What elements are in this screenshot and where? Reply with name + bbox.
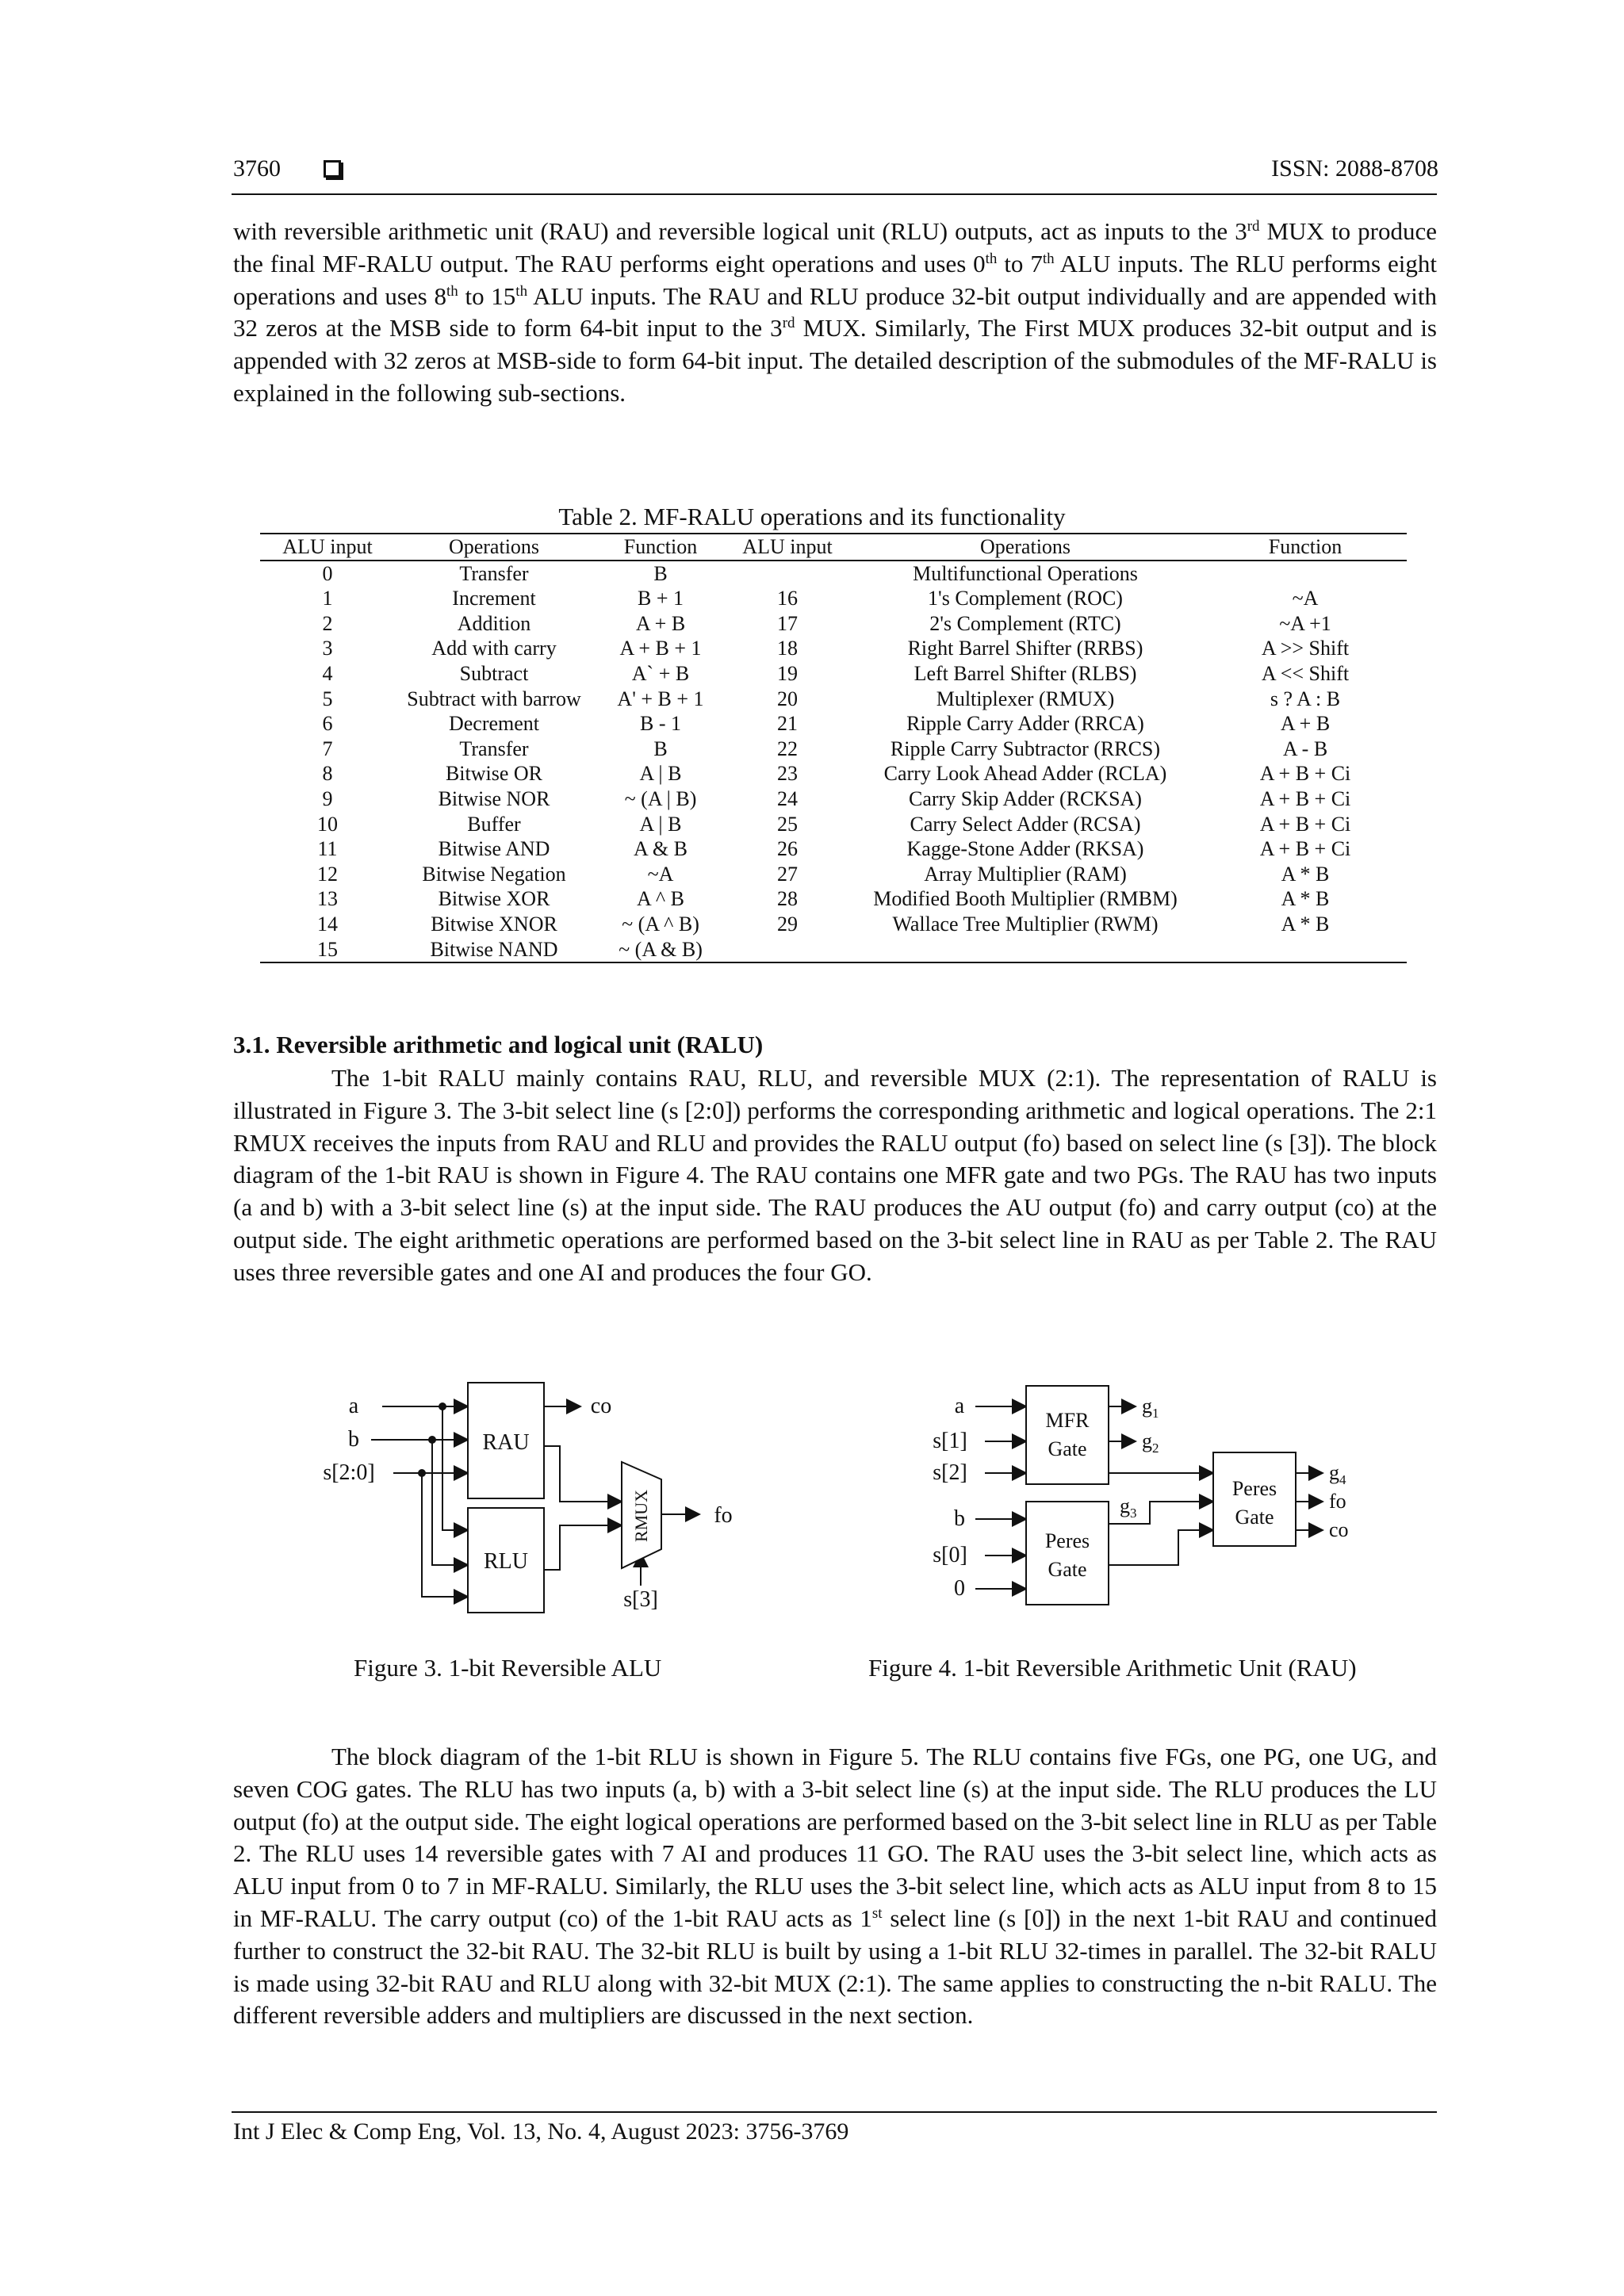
fig4-mfr-gate-label: Gate bbox=[1048, 1437, 1087, 1460]
table-cell: 6 bbox=[322, 712, 333, 736]
figure-4-diagram bbox=[912, 1375, 1467, 1621]
table-cell: Bitwise AND bbox=[438, 837, 550, 861]
table-cell: A ^ B bbox=[637, 887, 684, 911]
fig3-input-a-label: a bbox=[348, 1394, 359, 1418]
table-cell: 14 bbox=[317, 912, 338, 936]
table-header-cell: Operations bbox=[979, 535, 1071, 558]
table-cell: 13 bbox=[317, 887, 338, 911]
table-cell: 15 bbox=[317, 937, 338, 961]
header-rule bbox=[232, 193, 1437, 195]
fig3-rlu-label: RLU bbox=[484, 1549, 528, 1574]
figure-4-caption: Figure 4. 1-bit Reversible Arithmetic Unit (RAU) bbox=[868, 1654, 1357, 1682]
table-cell: Wallace Tree Multiplier (RWM) bbox=[892, 912, 1159, 936]
table-cell: 17 bbox=[777, 611, 798, 635]
table-cell: 16 bbox=[777, 587, 798, 610]
table-cell: Modified Booth Multiplier (RMBM) bbox=[873, 887, 1178, 911]
table-cell: ~A bbox=[1292, 587, 1319, 610]
table-cell: A | B bbox=[639, 762, 682, 786]
table-cell: ~A +1 bbox=[1279, 611, 1331, 635]
table-header-cell: ALU input bbox=[282, 535, 373, 558]
table-cell: s ? A : B bbox=[1270, 687, 1341, 710]
table-cell: 5 bbox=[322, 687, 333, 710]
table-cell: Increment bbox=[452, 587, 536, 610]
table-cell: 19 bbox=[777, 661, 798, 685]
table-cell: ~A bbox=[647, 862, 674, 886]
table-cell: 26 bbox=[777, 837, 798, 861]
section-paragraph: The 1-bit RALU mainly contains RAU, RLU, and reversible MUX (2:1). The representation of RALU is illustrated in Figure 3. The 3-bit select line (s [2:0]) performs the corresponding arithmetic and logical operations. The 2:1 RMUX receives the inputs from RAU and RLU and provides the RALU output (fo) based on select line (s [3]). The block diagram of the 1-bit RAU is shown in Figure 4. The RAU contains one MFR gate and two PGs. The RAU has two inputs (a and b) with a 3-bit select line (s) at the input side. The RAU produces the AU output (fo) and carry output (co) at the output side. The eight arithmetic operations are performed based on the 3-bit select line in RAU as per Table 2. The RAU uses three reversible gates and one AI and produces the four GO. bbox=[233, 1064, 1437, 1286]
table-cell: Decrement bbox=[448, 712, 540, 736]
table-cell: A & B bbox=[634, 837, 688, 861]
table-cell: A - B bbox=[1282, 737, 1328, 760]
table-cell: 25 bbox=[777, 812, 798, 836]
journal-issn: ISSN: 2088-8708 bbox=[1271, 155, 1438, 182]
footer-citation: Int J Elec & Comp Eng, Vol. 13, No. 4, August 2023: 3756-3769 bbox=[233, 2118, 849, 2145]
table-cell: 20 bbox=[777, 687, 798, 710]
table-cell: 24 bbox=[777, 786, 798, 810]
table-cell: 1 bbox=[322, 587, 333, 610]
fig3-co-label: co bbox=[590, 1394, 612, 1418]
table-cell: Bitwise OR bbox=[445, 762, 543, 786]
table-cell bbox=[728, 561, 847, 587]
table-cell: 12 bbox=[317, 862, 338, 886]
table-cell: Bitwise XOR bbox=[438, 887, 550, 911]
table-cell: B bbox=[653, 561, 668, 585]
table-row bbox=[260, 661, 1407, 687]
table-cell: A + B + 1 bbox=[619, 637, 702, 660]
table-row bbox=[260, 836, 1407, 862]
fig4-g2-label: $g_2$ bbox=[1142, 1429, 1159, 1456]
table-cell: Carry Skip Adder (RCKSA) bbox=[909, 786, 1142, 810]
fig4-g3-label: $g_3$ bbox=[1120, 1494, 1137, 1521]
fig4-mfr-label: MFR bbox=[1045, 1409, 1090, 1432]
table-cell: Buffer bbox=[467, 812, 521, 836]
table-cell: Add with carry bbox=[431, 637, 557, 660]
fig4-peres-gate-1-block bbox=[1026, 1502, 1109, 1605]
table-row bbox=[260, 886, 1407, 912]
table-cell: 9 bbox=[322, 786, 333, 810]
table-cell: A + B + Ci bbox=[1259, 786, 1351, 810]
table-cell: Bitwise NAND bbox=[430, 937, 558, 961]
table-cell: Bitwise Negation bbox=[422, 862, 566, 886]
table-cell: A' + B + 1 bbox=[617, 687, 704, 710]
table-cell: 18 bbox=[777, 637, 798, 660]
table-row bbox=[260, 862, 1407, 887]
table-cell: 0 bbox=[322, 561, 333, 585]
fig4-fo-label: fo bbox=[1329, 1490, 1346, 1513]
table-cell: 10 bbox=[317, 812, 338, 836]
table-cell: A + B + Ci bbox=[1259, 837, 1351, 861]
table-cell: 7 bbox=[322, 737, 333, 760]
fig4-peres-1-gate-label: Gate bbox=[1048, 1558, 1087, 1581]
table-cell: B + 1 bbox=[637, 587, 684, 610]
table-cell: 29 bbox=[777, 912, 798, 936]
table-cell: Kagge-Stone Adder (RKSA) bbox=[906, 837, 1144, 861]
table-cell: A << Shift bbox=[1261, 661, 1350, 685]
table-cell: A | B bbox=[639, 812, 682, 836]
table-cell: Transfer bbox=[459, 737, 529, 760]
table-header-row bbox=[260, 534, 1407, 561]
table-cell: A + B bbox=[1280, 712, 1331, 736]
table-cell: 3 bbox=[322, 637, 333, 660]
table-cell: 11 bbox=[317, 837, 338, 861]
table-row bbox=[260, 687, 1407, 712]
fig4-g4-label: $g_4$ bbox=[1329, 1461, 1346, 1487]
table-cell: 4 bbox=[322, 661, 333, 685]
table-cell bbox=[728, 937, 847, 963]
fig3-input-b-label: b bbox=[348, 1427, 359, 1452]
table-cell: Subtract bbox=[459, 661, 529, 685]
table-cell: 21 bbox=[777, 712, 798, 736]
table-cell: A * B bbox=[1281, 862, 1330, 886]
table-cell: Bitwise XNOR bbox=[431, 912, 557, 936]
table-caption: Table 2. MF-RALU operations and its functionality bbox=[558, 503, 1066, 530]
table-cell: A >> Shift bbox=[1261, 637, 1350, 660]
table-cell: ~ (A ^ B) bbox=[622, 912, 699, 936]
header-square-icon bbox=[324, 160, 341, 178]
table-cell: Ripple Carry Adder (RRCA) bbox=[906, 712, 1144, 736]
table-cell: A * B bbox=[1281, 912, 1330, 936]
table-row bbox=[260, 636, 1407, 661]
table-cell: 8 bbox=[322, 762, 333, 786]
table-cell: 2 bbox=[322, 611, 333, 635]
table-cell: Right Barrel Shifter (RRBS) bbox=[907, 637, 1143, 660]
table-row bbox=[260, 611, 1407, 637]
fig3-select-label: s[2:0] bbox=[323, 1460, 375, 1485]
figure-3-caption: Figure 3. 1-bit Reversible ALU bbox=[354, 1654, 662, 1682]
table-row bbox=[260, 786, 1407, 812]
table-header-cell: Function bbox=[1268, 535, 1342, 558]
table-cell: Addition bbox=[457, 611, 531, 635]
intro-paragraph: with reversible arithmetic unit (RAU) and reversible logical unit (RLU) outputs, act as inputs to the 3rd MUX to produce the final MF-RALU output. The RAU performs eight operations and uses 0th to 7th ALU inputs. The RLU performs eight operations and uses 8th to 15th ALU inputs. The RAU and RLU produce 32-bit output individually and are appended with 32 zeros at the MSB side to form 64-bit input to the 3rd MUX. Similarly, The First MUX produces 32-bit output and is appended with 32 zeros at MSB-side to form 64-bit input. The detailed description of the submodules of the MF-RALU is explained in the following sub-sections. bbox=[233, 217, 1437, 407]
fig3-fo-label: fo bbox=[714, 1503, 733, 1528]
table-cell: B bbox=[653, 737, 668, 760]
page-number: 3760 bbox=[233, 155, 281, 182]
table-cell: 28 bbox=[777, 887, 798, 911]
table-cell: Multiplexer (RMUX) bbox=[936, 687, 1115, 710]
table-cell bbox=[847, 937, 1204, 963]
fig4-g1-label: $g_1$ bbox=[1142, 1395, 1159, 1421]
table-row bbox=[260, 812, 1407, 837]
table-cell: 1's Complement (ROC) bbox=[928, 587, 1123, 610]
fig3-s3-label: s[3] bbox=[623, 1587, 658, 1612]
fig3-rmux-label: RMUX bbox=[631, 1489, 651, 1543]
table-cell: 23 bbox=[777, 762, 798, 786]
table-cell: Array Multiplier (RAM) bbox=[924, 862, 1127, 886]
table-cell: ~ (A | B) bbox=[624, 786, 697, 810]
fig3-rau-label: RAU bbox=[482, 1430, 530, 1455]
fig4-input-s0-label: s[0] bbox=[933, 1543, 967, 1567]
table-row bbox=[260, 737, 1407, 762]
table-cell: B - 1 bbox=[640, 712, 681, 736]
table-cell: 2's Complement (RTC) bbox=[929, 611, 1121, 635]
table-cell: ~ (A & B) bbox=[619, 937, 703, 961]
figure-3-diagram bbox=[309, 1375, 753, 1621]
table-cell: 22 bbox=[777, 737, 798, 760]
fig4-peres-1-label: Peres bbox=[1044, 1529, 1090, 1552]
rlu-paragraph: The block diagram of the 1-bit RLU is shown in Figure 5. The RLU contains five FGs, one PG, one UG, and seven COG gates. The RLU has two inputs (a, b) with a 3-bit select line (s) at the input side. The RLU produces the LU output (fo) at the output side. The eight logical operations are performed based on the 3-bit select line in RLU as per Table 2. The RLU uses 14 reversible gates with 7 AI and produces 11 GO. The RAU uses the 3-bit select line, which acts as ALU input from 0 to 7 in MF-RALU. Similarly, the RLU uses the 3-bit select line, which acts as ALU input from 8 to 15 in MF-RALU. The carry output (co) of the 1-bit RAU acts as 1st select line (s [0]) in the next 1-bit RAU and continued further to construct the 32-bit RAU. The 32-bit RLU is built by using a 1-bit RLU 32-times in parallel. The 32-bit RALU is made using 32-bit RAU and RLU along with 32-bit MUX (2:1). The same applies to constructing the n-bit RALU. The different reversible adders and multipliers are discussed in the next section. bbox=[233, 1743, 1437, 2030]
fig4-input-a-label: a bbox=[954, 1394, 965, 1418]
table-cell: Transfer bbox=[459, 561, 529, 585]
table-cell bbox=[1204, 561, 1407, 587]
table-row bbox=[260, 937, 1407, 963]
fig4-input-s2-label: s[2] bbox=[933, 1460, 967, 1485]
table-cell: A * B bbox=[1281, 887, 1330, 911]
table-row bbox=[260, 561, 1407, 587]
table-cell: Carry Look Ahead Adder (RCLA) bbox=[883, 762, 1167, 786]
table-cell: A` + B bbox=[631, 661, 690, 685]
table-cell: Carry Select Adder (RCSA) bbox=[910, 812, 1141, 836]
table-header-cell: Function bbox=[623, 535, 698, 558]
fig4-peres-2-label: Peres bbox=[1231, 1477, 1277, 1500]
table-cell: Multifunctional Operations bbox=[913, 561, 1138, 585]
table-cell: Ripple Carry Subtractor (RRCS) bbox=[890, 737, 1161, 760]
fig4-input-s1-label: s[1] bbox=[933, 1429, 967, 1453]
table-cell: 27 bbox=[777, 862, 798, 886]
fig4-co-label: co bbox=[1329, 1518, 1349, 1541]
table-cell: A + B + Ci bbox=[1259, 762, 1351, 786]
fig4-input-zero-label: 0 bbox=[954, 1576, 965, 1601]
fig4-mfr-gate-block bbox=[1026, 1386, 1109, 1484]
table-cell: Left Barrel Shifter (RLBS) bbox=[914, 661, 1137, 685]
table-row bbox=[260, 711, 1407, 737]
table-row bbox=[260, 586, 1407, 611]
table-cell: Subtract with barrow bbox=[407, 687, 581, 710]
footer-rule bbox=[232, 2111, 1437, 2113]
table-header-cell: Operations bbox=[448, 535, 540, 558]
table-header-cell: ALU input bbox=[742, 535, 833, 558]
table-cell: Bitwise NOR bbox=[438, 786, 550, 810]
table-row bbox=[260, 912, 1407, 937]
table-cell: A + B + Ci bbox=[1259, 812, 1351, 836]
table-row bbox=[260, 761, 1407, 786]
operations-table bbox=[260, 533, 1407, 963]
fig4-peres-2-gate-label: Gate bbox=[1235, 1506, 1274, 1529]
fig4-input-b-label: b bbox=[954, 1506, 965, 1531]
table-cell bbox=[1204, 937, 1407, 963]
section-heading: 3.1. Reversible arithmetic and logical unit (RALU) bbox=[233, 1031, 764, 1058]
table-cell: A + B bbox=[635, 611, 686, 635]
